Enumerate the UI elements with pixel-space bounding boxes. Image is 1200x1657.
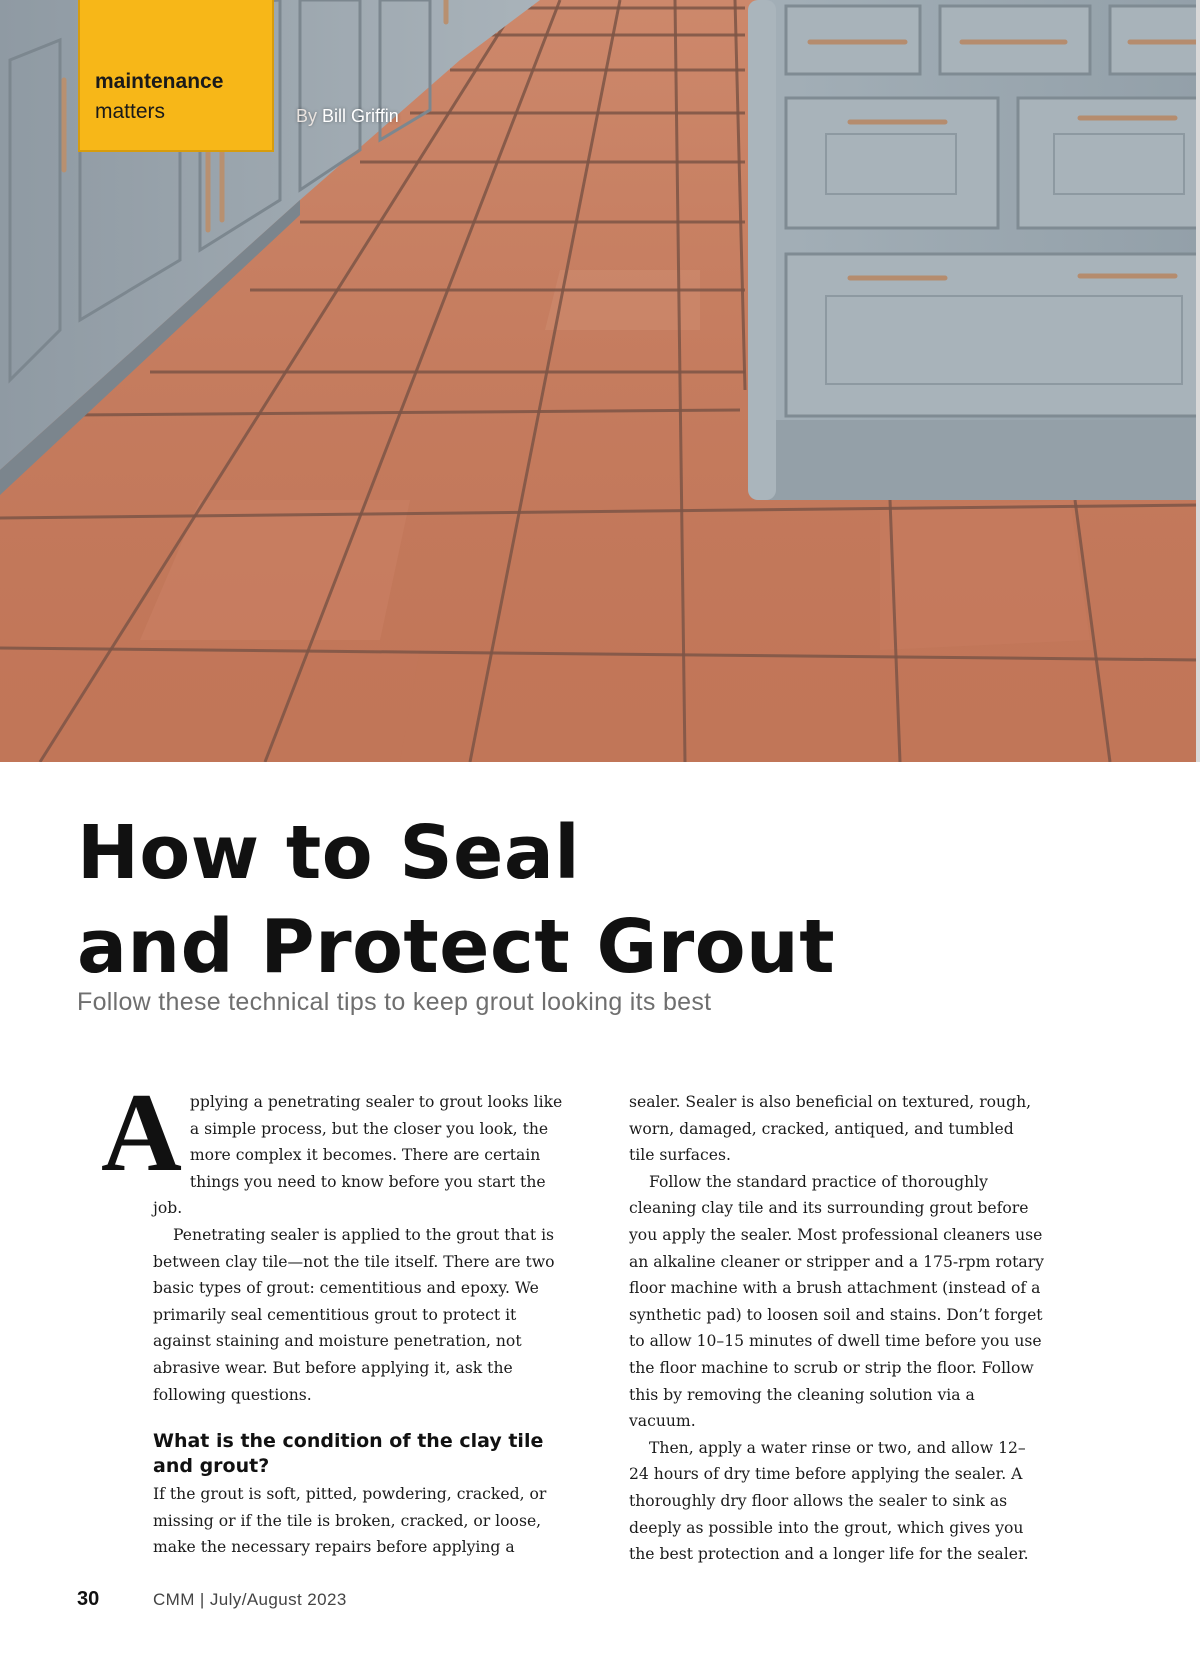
drop-cap: A: [101, 1071, 182, 1195]
byline: [296, 106, 399, 127]
byline-prefix: By: [296, 106, 318, 126]
article-title-line-1: How to Seal: [77, 810, 581, 896]
byline-author: Bill Griffin: [322, 106, 399, 126]
article-column-2: [629, 1089, 1044, 1568]
article-paragraph-4: sealer. Sealer is also beneficial on textured, rough, worn, damaged, cracked, antiqued, and tumbled tile surfaces.: [629, 1093, 1032, 1165]
article-title-line-2: and Protect Grout: [77, 904, 836, 990]
article-paragraph-2: Penetrating sealer is applied to the grout that is between clay tile—not the tile itself. There are two basic types of grout: cementitious and epoxy. We primarily seal cementitious grout to protect it against staining and moisture penetration, not abrasive wear. But before applying it, ask the following questions.: [153, 1225, 555, 1404]
badge-line-2: matters: [95, 100, 166, 123]
publication-info: CMM | July/August 2023: [153, 1590, 347, 1609]
article-paragraph-1-text: pplying a penetrating sealer to grout looks like a simple process, but the closer you look, the more complex it becomes. There are certain things you need to know before you start the job.: [153, 1093, 563, 1218]
article-subtitle: Follow these technical tips to keep grout looking its best: [77, 988, 712, 1016]
article-paragraph-1: [101, 1071, 568, 1222]
article-column-1: [101, 1071, 568, 1561]
badge-line-1: maintenance: [95, 70, 224, 93]
hero-photo: [0, 0, 1200, 762]
section-badge: [78, 0, 274, 152]
article-paragraph-6: Then, apply a water rinse or two, and allow 12–24 hours of dry time before applying the sealer. A thoroughly dry floor allows the sealer to sink as deeply as possible into the grout, which gives you the best protection and a longer life for the sealer.: [629, 1438, 1029, 1564]
article-paragraph-5: Follow the standard practice of thoroughly cleaning clay tile and its surrounding grout before you apply the sealer. Most professional cleaners use an alkaline cleaner or stripper and a 175-rpm rotary floor machine with a brush attachment (instead of a synthetic pad) to loosen soil and stains. Don’t forget to allow 10–15 minutes of dwell time before you use the floor machine to scrub or strip the floor. Follow this by removing the cleaning solution via a vacuum.: [629, 1172, 1044, 1431]
article-paragraph-3: If the grout is soft, pitted, powdering, cracked, or missing or if the tile is broken, cracked, or loose, make the necessary repairs before applying a: [153, 1485, 547, 1557]
article-title: [77, 806, 1127, 994]
section-heading: What is the condition of the clay tile and grout?: [153, 1430, 544, 1478]
page-number: 30: [77, 1588, 100, 1610]
